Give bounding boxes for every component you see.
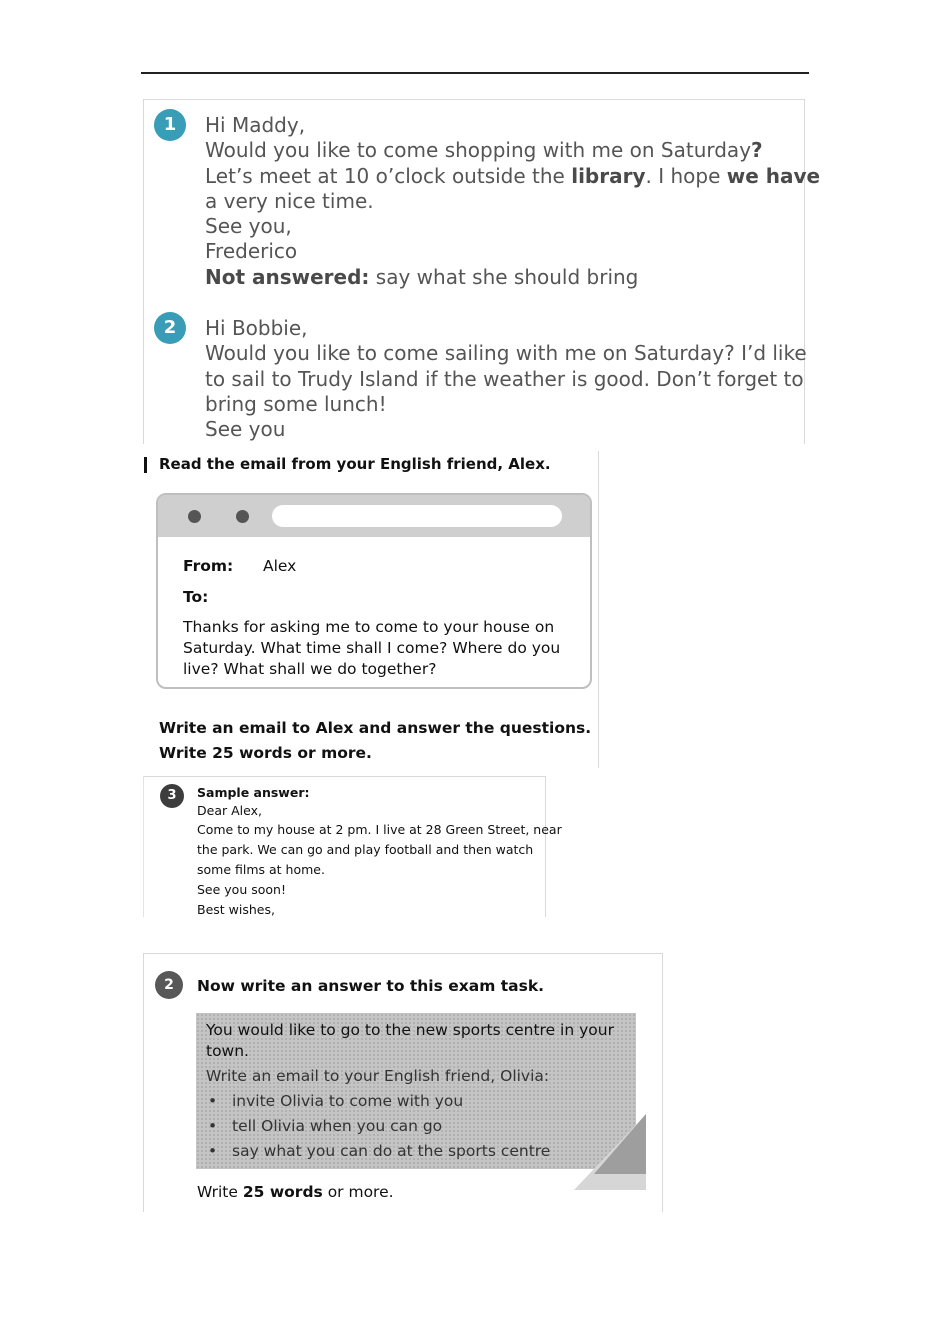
bullet-icon: •	[208, 1117, 218, 1135]
email-body-line: live? What shall we do together?	[183, 660, 437, 678]
bullet-item: invite Olivia to come with you	[232, 1092, 464, 1110]
text: Write	[197, 1183, 243, 1201]
feedback-panel	[143, 99, 821, 444]
section-marker	[144, 457, 147, 473]
task-line: town.	[206, 1042, 249, 1060]
text: Let’s meet at 10 o’clock outside the	[205, 163, 572, 188]
letter-line	[205, 214, 820, 239]
bold-text: ?	[751, 138, 763, 163]
bullet-icon: •	[208, 1092, 218, 1110]
instruction-line: Write 25 words or more.	[159, 744, 372, 762]
sample-line: Best wishes,	[197, 902, 275, 917]
sample-line: some films at home.	[197, 862, 325, 877]
task-line: Write an email to your English friend, Olivia:	[206, 1067, 550, 1085]
letter-maddy	[205, 113, 820, 290]
text: to sail to Trudy Island if the weather is good. Don’t forget to	[205, 366, 804, 391]
number-badge-2b: 2	[155, 971, 183, 999]
bold-text: Not answered:	[205, 264, 370, 289]
sample-answer-panel	[143, 776, 562, 917]
text: a very nice time.	[205, 188, 374, 213]
text: say what she should bring	[369, 264, 639, 289]
from-value: Alex	[263, 557, 297, 575]
letter-line	[205, 392, 807, 417]
window-dot-icon	[188, 510, 201, 523]
text: Would you like to come sailing with me on Saturday? I’d like	[205, 341, 807, 366]
text: . I hope	[645, 163, 727, 188]
exam-task-panel	[143, 953, 663, 1212]
bullet-item: say what you can do at the sports centre	[232, 1142, 551, 1160]
top-rule	[141, 72, 809, 74]
text: See you,	[205, 214, 292, 239]
text: Hi Maddy,	[205, 113, 306, 137]
sample-heading: Sample answer:	[197, 785, 310, 800]
letter-bobbie	[205, 316, 807, 442]
instruction-line: Write an email to Alex and answer the questions.	[159, 719, 592, 737]
email-window	[156, 493, 592, 689]
to-label: To:	[183, 588, 209, 606]
sample-line: Come to my house at 2 pm. I live at 28 Green Street, near	[197, 822, 562, 837]
text: See you	[205, 417, 286, 442]
bold-text: we have	[726, 163, 821, 188]
text: Would you like to come shopping with me on Saturday	[205, 138, 752, 163]
sample-line: the park. We can go and play football and then watch	[197, 842, 534, 857]
text: Hi Bobbie,	[205, 316, 308, 340]
letter-line	[205, 164, 820, 189]
address-bar	[272, 505, 562, 527]
letter-line	[205, 189, 820, 214]
email-body-line: Saturday. What time shall I come? Where do you	[183, 639, 561, 657]
letter-line	[205, 113, 820, 138]
letter-line	[205, 316, 807, 341]
text: Frederico	[205, 239, 298, 264]
letter-line	[205, 417, 807, 442]
email-task-panel	[143, 451, 599, 768]
bullet-icon: •	[208, 1142, 218, 1160]
number-badge-2: 2	[154, 312, 186, 344]
number-badge-1: 1	[154, 109, 186, 141]
page-fold-icon	[574, 1114, 646, 1190]
task-line: You would like to go to the new sports centre in your	[206, 1021, 614, 1039]
letter-line	[205, 138, 820, 163]
task-box	[196, 1013, 636, 1169]
word-count-instruction	[197, 1183, 394, 1201]
letter-line	[205, 367, 807, 392]
text: bring some lunch!	[205, 391, 387, 416]
task-title: Read the email from your English friend, Alex.	[159, 455, 551, 473]
letter-line	[205, 265, 820, 290]
sample-line: Dear Alex,	[197, 803, 262, 818]
window-dot-icon	[236, 510, 249, 523]
from-label: From:	[183, 557, 234, 575]
letter-line	[205, 239, 820, 264]
bold-text: 25 words	[242, 1183, 323, 1201]
letter-line	[205, 341, 807, 366]
text: or more.	[322, 1183, 394, 1201]
bullet-item: tell Olivia when you can go	[232, 1117, 443, 1135]
exam-task-title: Now write an answer to this exam task.	[197, 977, 545, 995]
email-window-titlebar	[158, 495, 590, 537]
sample-line: See you soon!	[197, 882, 286, 897]
email-body-line: Thanks for asking me to come to your house on	[183, 618, 555, 636]
bold-text: library	[571, 163, 646, 188]
number-badge-3: 3	[160, 784, 184, 808]
